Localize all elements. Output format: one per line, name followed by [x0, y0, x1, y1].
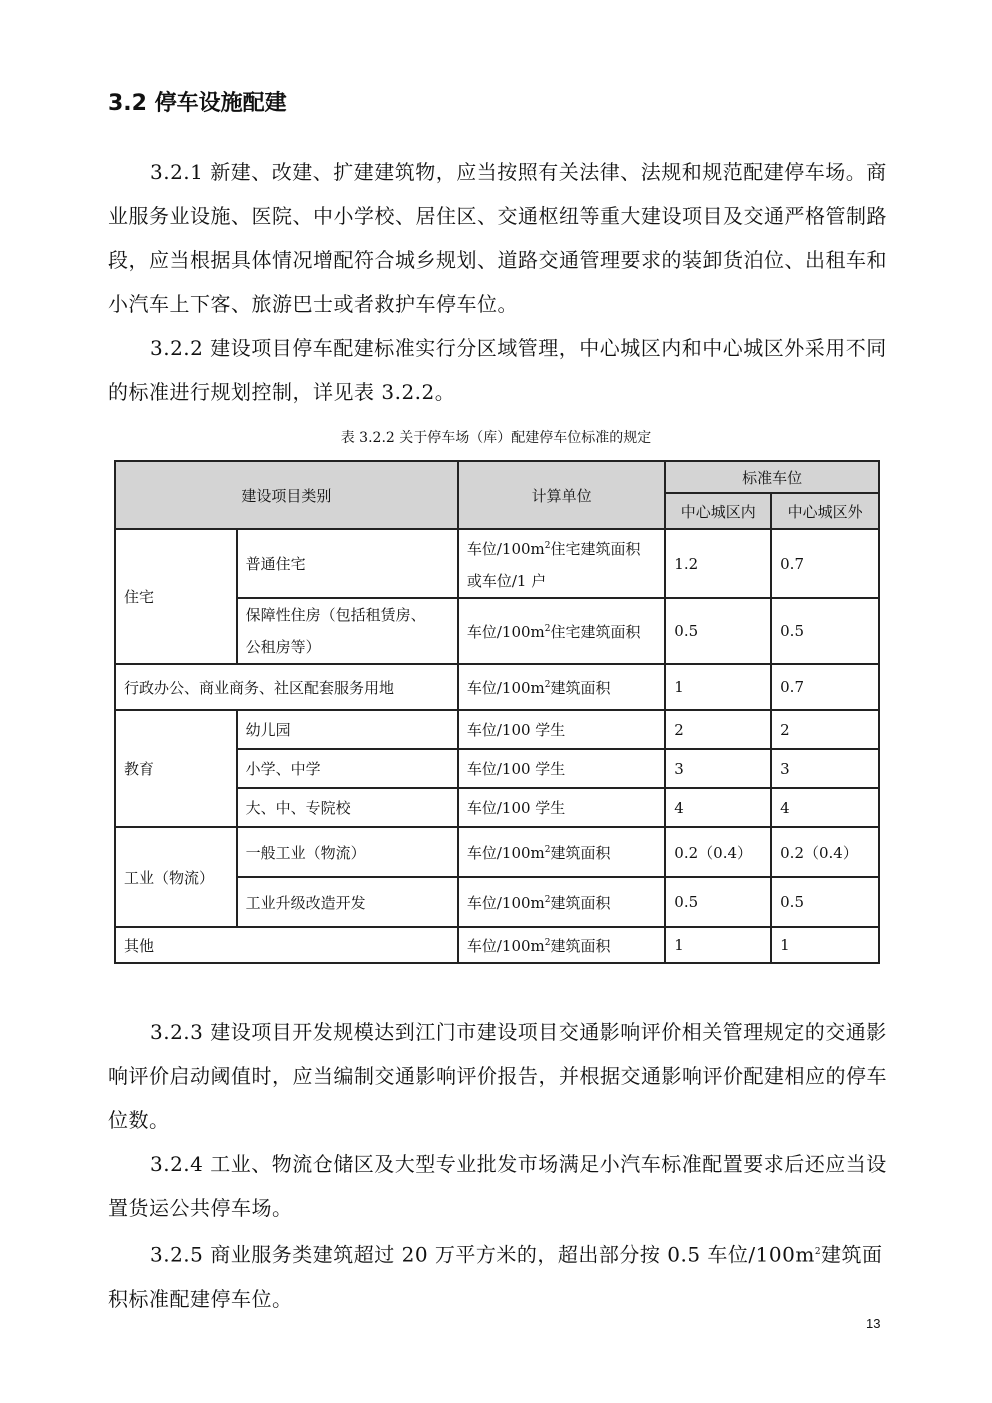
paragraph-3-2-3: 3.2.3 建设项目开发规模达到江门市建设项目交通影响评价相关管理规定的交通影响评价启动阈值时，应当编制交通影响评价报告，并根据交通影响评价配建相应的停车位数。 — [108, 1020, 887, 1132]
inside-value: 1.2 — [665, 529, 771, 598]
outside-value: 1 — [771, 927, 879, 963]
table-row — [115, 710, 879, 749]
header-inside: 中心城区内 — [665, 493, 771, 529]
group-residential: 住宅 — [115, 529, 237, 664]
inside-value: 1 — [665, 927, 771, 963]
unit-cell: 车位/100 学生 — [458, 749, 665, 788]
outside-value: 2 — [771, 710, 879, 749]
outside-value: 0.5 — [771, 877, 879, 927]
inside-value: 2 — [665, 710, 771, 749]
subcategory-cell: 幼儿园 — [237, 710, 458, 749]
outside-value: 0.5 — [771, 598, 879, 664]
unit-cell: 车位/100 学生 — [458, 788, 665, 827]
outside-value: 0.2（0.4） — [771, 827, 879, 877]
unit-cell: 车位$/100m^2$建筑面积 — [458, 927, 665, 963]
parking-standard-table — [114, 460, 880, 964]
group-education: 教育 — [115, 710, 237, 827]
page-number: 13 — [866, 1316, 881, 1331]
unit-cell: 车位$/100m^2$住宅建筑面积 或车位/1 户 — [458, 529, 665, 598]
inside-value: 0.5 — [665, 598, 771, 664]
table-row — [115, 927, 879, 963]
header-standard: 标准车位 — [665, 461, 879, 493]
subcategory-cell: 大、中、专院校 — [237, 788, 458, 827]
paragraph-3-2-1: 3.2.1 新建、改建、扩建建筑物，应当按照有关法律、法规和规范配建停车场。商业服务业设施、医院、中小学校、居住区、交通枢纽等重大建设项目及交通严格管制路段，应当根据具体情况增配符合城乡规划、道路交通管理要求的装卸货泊位、出租车和小汽车上下客、旅游巴士或者救护车停车位。 — [108, 160, 887, 316]
unit-cell: 车位$/100m^2$住宅建筑面积 — [458, 598, 665, 664]
table-row — [115, 827, 879, 877]
subcategory-cell: 普通住宅 — [237, 529, 458, 598]
section-heading: 3.2 停车设施配建 — [108, 91, 287, 116]
header-unit: 计算单位 — [458, 461, 665, 529]
unit-cell: 车位$/100m^2$建筑面积 — [458, 827, 665, 877]
inside-value: 0.5 — [665, 877, 771, 927]
inside-value: 3 — [665, 749, 771, 788]
inside-value: 0.2（0.4） — [665, 827, 771, 877]
paragraph-3-2-4: 3.2.4 工业、物流仓储区及大型专业批发市场满足小汽车标准配置要求后还应当设置货运公共停车场。 — [108, 1152, 887, 1220]
table-header-row — [115, 461, 879, 493]
table-caption: 表 3.2.2 关于停车场（库）配建停车位标准的规定 — [340, 430, 652, 446]
unit-cell: 车位$/100m^2$建筑面积 — [458, 877, 665, 927]
subcategory-cell: 一般工业（物流） — [237, 827, 458, 877]
paragraph-3-2-2: 3.2.2 建设项目停车配建标准实行分区域管理，中心城区内和中心城区外采用不同的标准进行规划控制，详见表 3.2.2。 — [108, 336, 887, 404]
header-outside: 中心城区外 — [771, 493, 879, 529]
header-category: 建设项目类别 — [115, 461, 458, 529]
inside-value: 1 — [665, 664, 771, 710]
category-other: 其他 — [115, 927, 458, 963]
inside-value: 4 — [665, 788, 771, 827]
outside-value: 3 — [771, 749, 879, 788]
group-industry: 工业（物流） — [115, 827, 237, 927]
subcategory-cell: 小学、中学 — [237, 749, 458, 788]
table-row — [115, 529, 879, 598]
table-row — [115, 664, 879, 710]
outside-value: 0.7 — [771, 529, 879, 598]
subcategory-cell: 保障性住房（包括租赁房、 公租房等） — [237, 598, 458, 664]
unit-cell: 车位$/100m^2$建筑面积 — [458, 664, 665, 710]
unit-cell: 车位/100 学生 — [458, 710, 665, 749]
paragraph-3-2-5: 3.2.5 商业服务类建筑超过 20 万平方米的，超出部分按 0.5 车位$/100m^2$建筑面积标准配建停车位。 — [108, 1242, 883, 1311]
subcategory-cell: 工业升级改造开发 — [237, 877, 458, 927]
outside-value: 4 — [771, 788, 879, 827]
outside-value: 0.7 — [771, 664, 879, 710]
category-admin: 行政办公、商业商务、社区配套服务用地 — [115, 664, 458, 710]
